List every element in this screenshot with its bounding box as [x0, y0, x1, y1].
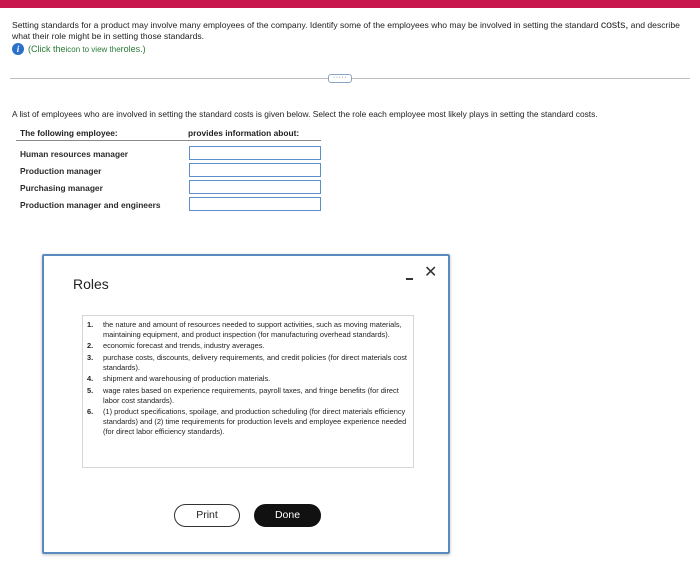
roles-hint-link[interactable]: i (Click the icon to view the roles.)	[12, 43, 146, 55]
roles-list-box	[82, 315, 414, 468]
question-text: Setting standards for a product may involve many employees of the company. Identify some of the employees who may be involved in setting the standard costs, and describe what their role might be in setting those standards.	[12, 19, 680, 41]
info-icon[interactable]: i	[12, 43, 24, 55]
role-select-human-resources[interactable]	[189, 146, 321, 160]
column-header-information: provides information about:	[188, 128, 300, 138]
close-icon[interactable]: ✕	[424, 264, 438, 281]
role-text: the nature and amount of resources needed to support activities, such as moving materials, maintaining equipment, and product inspection (for manufacturing overhead standards).	[103, 320, 402, 339]
role-text: wage rates based on experience requirements, payroll taxes, and fringe benefits (for direct labor cost standards).	[103, 385, 399, 405]
table-header-divider	[16, 140, 321, 141]
role-number: 1.	[87, 320, 94, 329]
done-button[interactable]: Done	[254, 504, 321, 527]
employee-label-production-engineers: Production manager and engineers	[20, 199, 161, 210]
role-number: 3.	[87, 352, 94, 362]
column-header-employee: The following employee:	[20, 128, 118, 138]
dialog-title: Roles	[73, 276, 109, 292]
instruction-text: A list of employees who are involved in setting the standard costs is given below. Select the role each employee most likely plays in setting the standard costs.	[12, 109, 598, 119]
expand-more-button[interactable]: ·····	[328, 74, 352, 83]
list-item	[87, 407, 407, 436]
role-select-production-manager[interactable]	[189, 163, 321, 177]
role-number: 5.	[87, 385, 94, 395]
role-number: 6.	[87, 407, 94, 417]
role-text: shipment and warehousing of production materials.	[103, 374, 271, 384]
minimize-icon[interactable]	[406, 275, 414, 283]
roles-list	[87, 320, 407, 437]
role-number: 4.	[87, 374, 94, 384]
list-item	[87, 386, 407, 406]
list-item	[87, 341, 407, 351]
role-select-production-engineers[interactable]	[189, 197, 321, 211]
list-item	[87, 374, 407, 384]
roles-dialog	[42, 254, 450, 554]
list-item	[87, 353, 407, 373]
print-button[interactable]: Print	[174, 504, 240, 527]
role-number: 2.	[87, 341, 94, 351]
employee-label-purchasing-manager: Purchasing manager	[20, 182, 103, 193]
role-select-purchasing-manager[interactable]	[189, 180, 321, 194]
role-text: economic forecast and trends, industry averages.	[103, 341, 265, 351]
role-text: (1) product specifications, spoilage, and production scheduling (for direct materials efficiency standards) and (2) time requirements for production levels and employee experience needed (for direct labor efficiency standards).	[103, 407, 407, 436]
list-item	[87, 320, 407, 340]
employee-label-human-resources: Human resources manager	[20, 148, 128, 159]
top-accent-bar	[0, 0, 700, 8]
employee-label-production-manager: Production manager	[20, 165, 102, 176]
role-text: purchase costs, discounts, delivery requirements, and credit policies (for direct materials cost standards).	[103, 352, 407, 372]
